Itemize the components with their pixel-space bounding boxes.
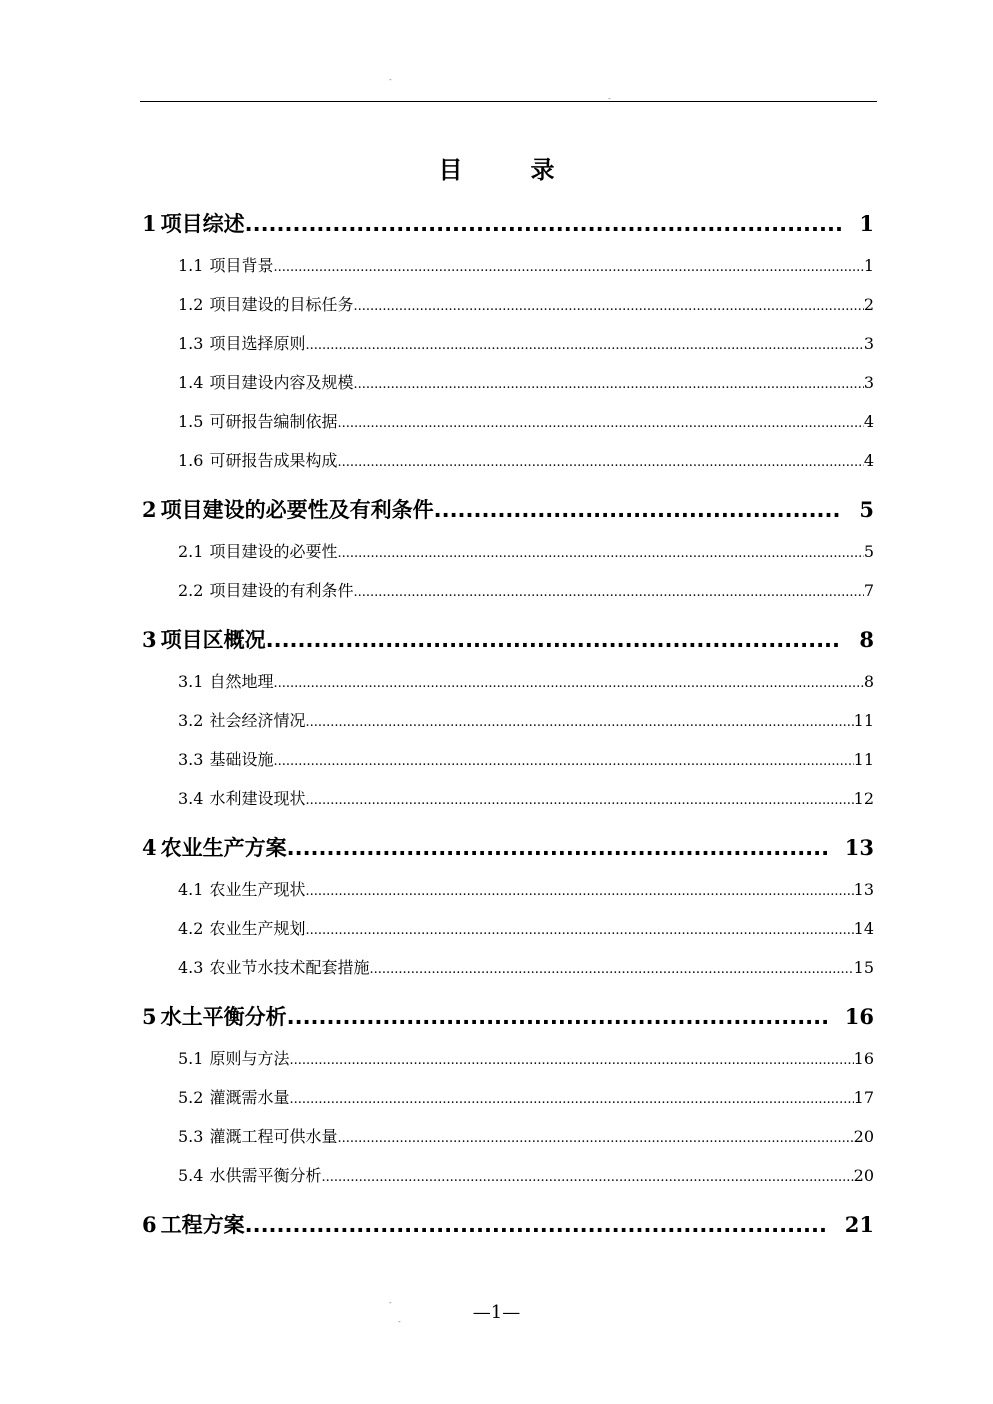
toc-entry-title: 农业生产规划 [209, 919, 306, 938]
toc-chapter-entry[interactable] [142, 624, 874, 654]
toc-entry-label [142, 494, 434, 524]
toc-leader-dots [305, 338, 863, 353]
toc-entry-label [178, 1163, 321, 1186]
toc-entry-page: 21 [844, 1212, 874, 1237]
toc-entry-number: 1 [142, 211, 157, 236]
toc-entry-page: 14 [853, 919, 874, 938]
toc-section-entry[interactable] [178, 669, 874, 692]
toc-leader-dots [337, 416, 863, 431]
toc-entry-label [178, 747, 273, 770]
toc-entry-page: 20 [853, 1166, 874, 1185]
toc-entry-number: 5.3 [178, 1127, 204, 1146]
toc-entry-label [178, 1124, 337, 1147]
toc-section-entry[interactable] [178, 877, 874, 900]
toc-leader-dots [305, 923, 853, 938]
toc-entry-title: 社会经济情况 [209, 711, 306, 730]
toc-entry-page: 16 [853, 1049, 874, 1068]
toc-entry-number: 1.6 [178, 451, 204, 470]
toc-entry-label [178, 539, 337, 562]
toc-entry-number: 4.1 [178, 880, 204, 899]
toc-entry-page: 4 [863, 451, 874, 470]
toc-entry-title: 项目建设内容及规模 [209, 373, 354, 392]
toc-leader-dots [337, 546, 863, 561]
toc-entry-label [178, 578, 353, 601]
toc-leader-dots [353, 299, 863, 314]
toc-entry-label [178, 292, 353, 315]
toc-chapter-entry[interactable] [142, 208, 874, 238]
toc-entry-label [178, 786, 305, 809]
toc-entry-page: 2 [863, 295, 874, 314]
toc-entry-number: 5.4 [178, 1166, 204, 1185]
toc-entry-page: 8 [863, 672, 874, 691]
toc-entry-title: 农业生产方案 [160, 836, 287, 860]
toc-chapter-entry[interactable] [142, 494, 874, 524]
toc-entry-page: 13 [853, 880, 874, 899]
toc-leader-dots [273, 260, 863, 275]
footer-mark-top: - [389, 1298, 392, 1307]
toc-entry-page: 11 [853, 750, 874, 769]
toc-leader-dots [289, 1092, 853, 1107]
toc-entry-label [178, 409, 337, 432]
toc-entry-label [178, 370, 353, 393]
toc-section-entry[interactable] [178, 539, 874, 562]
toc-entry-title: 农业节水技术配套措施 [209, 958, 370, 977]
toc-section-entry[interactable] [178, 1085, 874, 1108]
toc-entry-page: 13 [844, 835, 874, 860]
toc-entry-page: 11 [853, 711, 874, 730]
toc-entry-title: 项目区概况 [160, 628, 266, 652]
toc-leader-dots [287, 1005, 827, 1029]
toc-leader-dots [245, 212, 842, 236]
toc-entry-number: 4.2 [178, 919, 204, 938]
toc-entry-number: 3.1 [178, 672, 204, 691]
toc-entry-number: 5.1 [178, 1049, 204, 1068]
toc-entry-title: 工程方案 [160, 1213, 245, 1237]
toc-entry-number: 2 [142, 497, 157, 522]
toc-entry-label [142, 1001, 287, 1031]
footer-mark-bottom: - [398, 1317, 401, 1326]
toc-entry-number: 2.1 [178, 542, 204, 561]
toc-entry-label [178, 877, 305, 900]
toc-entry-number: 1.4 [178, 373, 204, 392]
toc-entry-number: 5.2 [178, 1088, 204, 1107]
toc-entry-number: 1.1 [178, 256, 204, 275]
toc-entry-title: 项目综述 [160, 212, 245, 236]
toc-section-entry[interactable] [178, 253, 874, 276]
toc-section-entry[interactable] [178, 747, 874, 770]
toc-entry-title: 项目选择原则 [209, 334, 306, 353]
toc-entry-title: 基础设施 [209, 750, 274, 769]
toc-chapter-entry[interactable] [142, 1209, 874, 1239]
toc-leader-dots [353, 377, 863, 392]
toc-section-entry[interactable] [178, 1163, 874, 1186]
toc-entry-page: 20 [853, 1127, 874, 1146]
toc-entry-title: 灌溉工程可供水量 [209, 1127, 338, 1146]
toc-chapter-entry[interactable] [142, 832, 874, 862]
toc-leader-dots [305, 715, 853, 730]
toc-entry-number: 1.2 [178, 295, 204, 314]
toc-entry-title: 原则与方法 [209, 1049, 290, 1068]
toc-leader-dots [353, 585, 863, 600]
toc-entry-label [178, 253, 273, 276]
toc-entry-page: 7 [863, 581, 874, 600]
toc-entry-number: 5 [142, 1004, 157, 1029]
toc-entry-number: 1.3 [178, 334, 204, 353]
toc-entry-page: 16 [844, 1004, 874, 1029]
toc-entry-title: 项目建设的必要性 [209, 542, 338, 561]
toc-entry-title: 项目背景 [209, 256, 274, 275]
toc-entry-title: 水利建设现状 [209, 789, 306, 808]
toc-entry-title: 农业生产现状 [209, 880, 306, 899]
toc-entry-page: 8 [859, 627, 874, 652]
toc-leader-dots [337, 1131, 853, 1146]
toc-entry-number: 3.4 [178, 789, 204, 808]
toc-entry-label [178, 448, 337, 471]
toc-entry-label [178, 669, 273, 692]
toc-entry-number: 6 [142, 1212, 157, 1237]
toc-entry-number: 2.2 [178, 581, 204, 600]
toc-section-entry[interactable] [178, 409, 874, 432]
toc-leader-dots [287, 836, 827, 860]
toc-entry-number: 1.5 [178, 412, 204, 431]
toc-entry-page: 15 [853, 958, 874, 977]
toc-section-entry[interactable] [178, 331, 874, 354]
toc-section-entry[interactable] [178, 578, 874, 601]
toc-entry-title: 项目建设的目标任务 [209, 295, 354, 314]
toc-section-entry[interactable] [178, 370, 874, 393]
toc-entry-number: 3.3 [178, 750, 204, 769]
toc-entry-label [178, 708, 305, 731]
toc-entry-page: 1 [859, 211, 874, 236]
toc-entry-title: 自然地理 [209, 672, 274, 691]
toc-entry-page: 5 [863, 542, 874, 561]
toc-entry-label [142, 832, 287, 862]
toc-entry-page: 5 [859, 497, 874, 522]
toc-entry-page: 17 [853, 1088, 874, 1107]
toc-section-entry[interactable] [178, 292, 874, 315]
toc-entry-label [178, 1046, 289, 1069]
toc-section-entry[interactable] [178, 1124, 874, 1147]
toc-leader-dots [266, 628, 842, 652]
toc-entry-page: 12 [853, 789, 874, 808]
toc-entry-page: 3 [863, 373, 874, 392]
page-number: —1— [472, 1302, 521, 1323]
toc-section-entry[interactable] [178, 448, 874, 471]
toc-title: 目录 [438, 156, 623, 184]
toc-section-entry[interactable] [178, 916, 874, 939]
toc-entry-title: 灌溉需水量 [209, 1088, 290, 1107]
toc-section-entry[interactable] [178, 708, 874, 731]
toc-leader-dots [305, 884, 853, 899]
toc-leader-dots [369, 962, 853, 977]
toc-entry-number: 4.3 [178, 958, 204, 977]
header-mark-left: - [389, 75, 392, 84]
toc-entry-number: 3.2 [178, 711, 204, 730]
toc-entry-title: 可研报告成果构成 [209, 451, 338, 470]
toc-leader-dots [305, 793, 853, 808]
toc-leader-dots [273, 676, 863, 691]
toc-chapter-entry[interactable] [142, 1001, 874, 1031]
toc-entry-number: 3 [142, 627, 157, 652]
toc-leader-dots [321, 1170, 853, 1185]
toc-leader-dots [434, 498, 842, 522]
toc-entry-label [142, 1209, 245, 1239]
toc-leader-dots [273, 754, 853, 769]
toc-entry-title: 水土平衡分析 [160, 1005, 287, 1029]
toc-entry-page: 3 [863, 334, 874, 353]
toc-entry-label [178, 955, 369, 978]
toc-entry-page: 1 [863, 256, 874, 275]
toc-entry-label [178, 916, 305, 939]
toc-entry-label [178, 1085, 289, 1108]
toc-leader-dots [289, 1053, 853, 1068]
toc-entry-title: 可研报告编制依据 [209, 412, 338, 431]
toc-entry-number: 4 [142, 835, 157, 860]
toc-entry-label [178, 331, 305, 354]
toc-leader-dots [245, 1213, 827, 1237]
toc-entry-label [142, 624, 266, 654]
toc-entry-title: 项目建设的必要性及有利条件 [160, 498, 434, 522]
toc-section-entry[interactable] [178, 786, 874, 809]
toc-section-entry[interactable] [178, 1046, 874, 1069]
toc-leader-dots [337, 455, 863, 470]
toc-entry-label [142, 208, 245, 238]
toc-entry-page: 4 [863, 412, 874, 431]
toc-entry-title: 水供需平衡分析 [209, 1166, 322, 1185]
toc-section-entry[interactable] [178, 955, 874, 978]
toc-entry-title: 项目建设的有利条件 [209, 581, 354, 600]
header-mark-right: - [608, 94, 611, 103]
